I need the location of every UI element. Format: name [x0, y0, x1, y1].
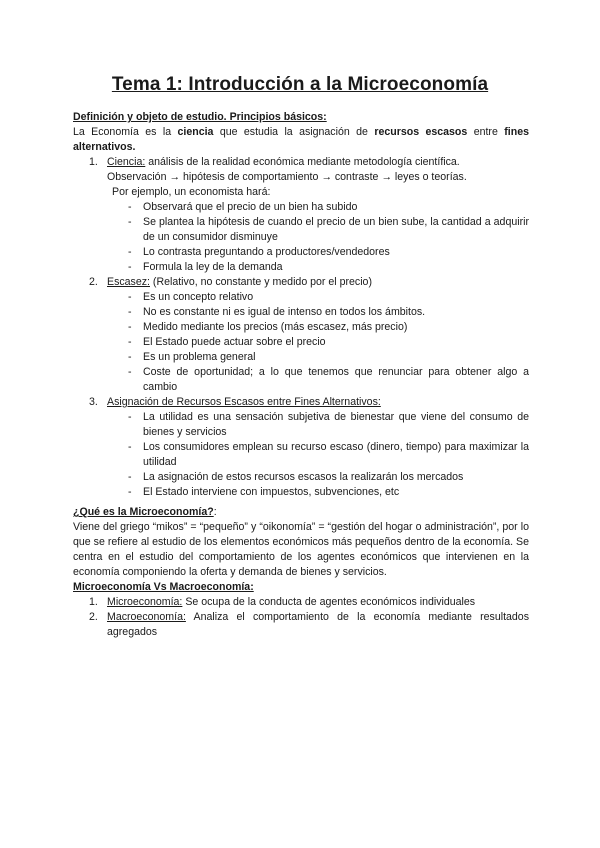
section-heading: ¿Qué es la Microeconomía?: [73, 506, 214, 518]
bullet-item: - Lo contrasta preguntando a productores/vendedores: [128, 246, 390, 258]
term-ciencia: Ciencia:: [107, 156, 146, 168]
list-item-macroeconomia: 2. Macroeconomía: Analiza el comportamiento de la economía mediante resultados agregados: [89, 611, 529, 638]
list-item-microeconomia: 1. Microeconomía: Se ocupa de la conducta de agentes económicos individuales: [89, 596, 476, 608]
bullet-item: - El Estado puede actuar sobre el precio: [128, 336, 326, 348]
bullet-item: - Observará que el precio de un bien ha subido: [128, 201, 358, 213]
page-title: Tema 1: Introducción a la Microeconomía: [111, 74, 489, 95]
definition-paragraph: Viene del griego “mikos” = “pequeño” y “oikonomía” = “gestión del hogar o administración”, por lo que se refiere al estudio de los elementos económicos más pequeños dentro de la economía. Se centra en el estudio del comportamiento de los agentes económicos que intervienen en la economía componiendo la oferta y demanda de bienes y servicios.: [73, 521, 529, 578]
bullet-item: - La asignación de estos recursos escasos la realizarán los mercados: [128, 471, 464, 483]
example-line: Por ejemplo, un economista hará:: [112, 186, 271, 198]
method-line: Observación → hipótesis de comportamiento → contraste → leyes o teorías.: [107, 171, 467, 183]
keyword-ciencia: ciencia: [177, 126, 214, 138]
section-heading: Definición y objeto de estudio. Principios básicos:: [73, 111, 327, 123]
term-microeconomia: Microeconomía:: [107, 596, 183, 608]
section-heading-row: ¿Qué es la Microeconomía?:: [73, 506, 217, 518]
keyword-fines-alternativos: fines alternativos.: [73, 126, 529, 153]
intro-paragraph: La Economía es la ciencia que estudia la asignación de recursos escasos entre fines alternativos.: [73, 126, 529, 153]
bullet-item: - Medido mediante los precios (más escasez, más precio): [128, 321, 408, 333]
keyword-recursos-escasos: recursos escasos: [374, 126, 468, 138]
bullet-item: - Coste de oportunidad; a lo que tenemos que renunciar para obtener algo a cambio: [128, 366, 529, 393]
section-heading-micro-vs-macro: Microeconomía Vs Macroeconomía:: [73, 581, 254, 593]
bullet-item: - Los consumidores emplean su recurso escaso (dinero, tiempo) para maximizar la utilidad: [128, 441, 529, 468]
bullet-item: - Formula la ley de la demanda: [128, 261, 283, 273]
bullet-item: - El Estado interviene con impuestos, subvenciones, etc: [128, 486, 400, 498]
list-item-ciencia: 1. Ciencia: análisis de la realidad económica mediante metodología científica.: [89, 156, 460, 168]
list-item-asignacion: 3. Asignación de Recursos Escasos entre Fines Alternativos:: [89, 396, 381, 408]
term-macroeconomia: Macroeconomía:: [107, 611, 186, 623]
bullet-item: - Es un problema general: [128, 351, 256, 363]
term-asignacion: Asignación de Recursos Escasos entre Fines Alternativos:: [107, 396, 381, 408]
bullet-item: - Es un concepto relativo: [128, 291, 254, 303]
term-escasez: Escasez:: [107, 276, 150, 288]
section-definicion: [73, 110, 529, 500]
section-que-es: [73, 505, 529, 640]
bullet-item: - La utilidad es una sensación subjetiva de bienestar que viene del consumo de bienes y servicios: [128, 411, 529, 438]
list-item-escasez: 2. Escasez: (Relativo, no constante y medido por el precio): [89, 276, 372, 288]
bullet-item: - Se plantea la hipótesis de cuando el precio de un bien sube, la cantidad a adquirir de un consumidor disminuye: [128, 216, 529, 243]
bullet-item: - No es constante ni es igual de intenso en todos los ámbitos.: [128, 306, 426, 318]
